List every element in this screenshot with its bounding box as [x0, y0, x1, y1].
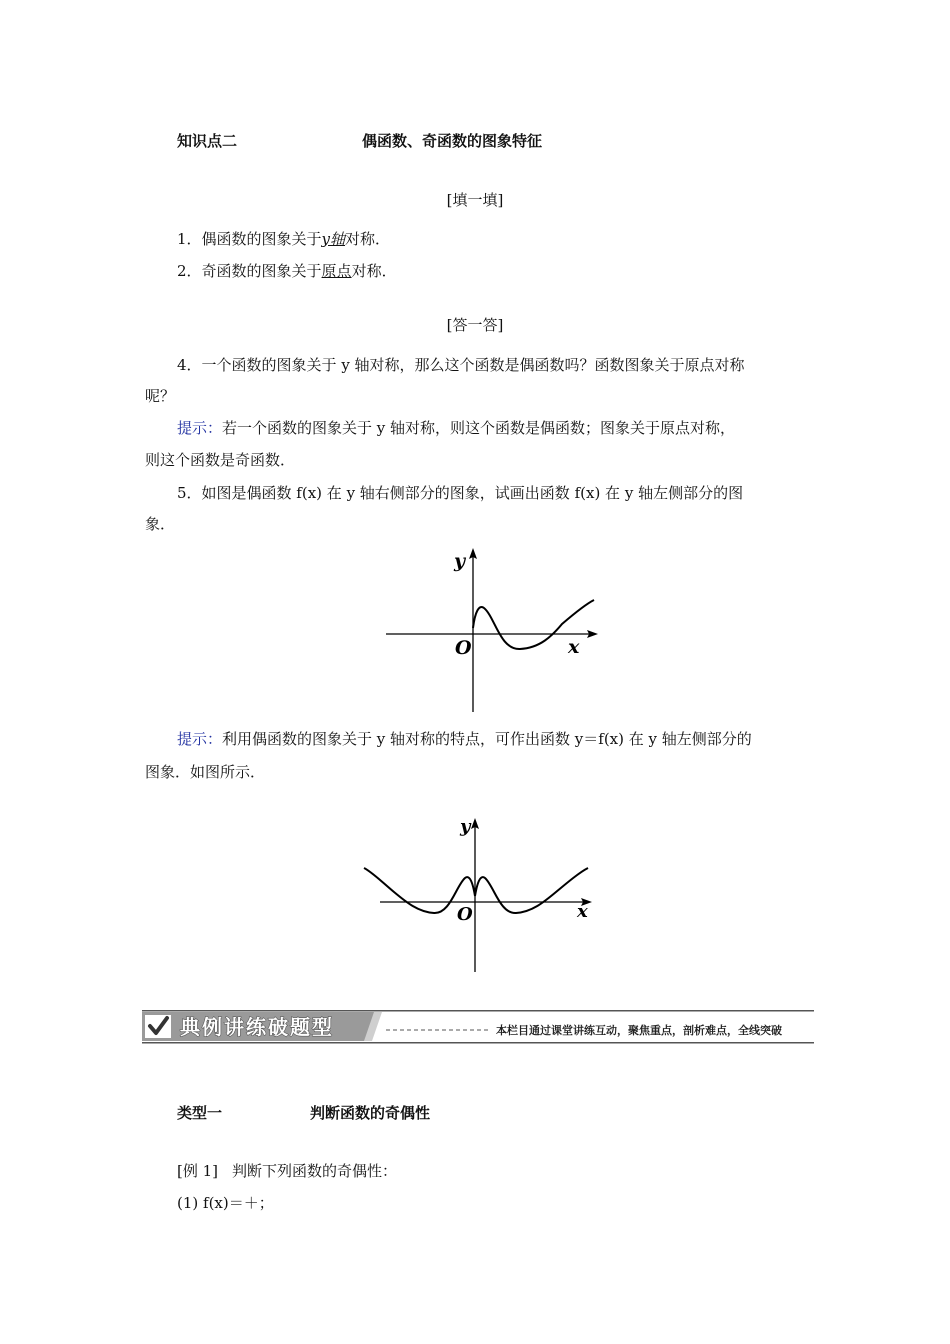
banner-top-rule: [142, 1010, 814, 1012]
section-title: 偶函数、奇函数的图象特征: [362, 132, 543, 150]
question-5-line-2: 象．: [145, 515, 176, 533]
fill-item-2-answer: 原点: [321, 262, 352, 280]
x-label: x: [568, 636, 580, 658]
figure-full-graph: [360, 812, 600, 974]
hint-4-text: 若一个函数的图象关于 y 轴对称，则这个函数是偶函数；图象关于原点对称，: [222, 419, 736, 437]
example-text: 判断下列函数的奇偶性：: [232, 1162, 398, 1180]
hint-5-line-2: 图象．如图所示．: [145, 763, 266, 781]
hint-5-line-1: [177, 729, 752, 749]
example-1-line: [177, 1161, 397, 1181]
type-label: 类型一: [177, 1104, 223, 1122]
curve-right: [475, 868, 588, 913]
question-4-line-1: 4．一个函数的图象关于 y 轴对称，那么这个函数是偶函数吗？函数图象关于原点对称: [177, 356, 745, 374]
example-1-item-1: (1) f(x)＝＋；: [177, 1194, 274, 1212]
hint-4-line-2: 则这个函数是奇函数．: [145, 451, 296, 469]
answer-heading: [答一答]: [446, 316, 504, 334]
y-label: y: [460, 816, 471, 837]
hint-label-2: 提示：: [177, 730, 223, 748]
figure-right-half-graph: [380, 542, 610, 714]
fill-item-2-prefix: 2．奇函数的图象关于: [177, 262, 322, 280]
question-5-line-1: 5．如图是偶函数 f(x) 在 y 轴右侧部分的图象，试画出函数 f(x) 在 y 轴左侧部分的图: [177, 484, 744, 502]
origin-label: O: [457, 904, 473, 925]
section-banner: [142, 1010, 814, 1044]
origin-label: O: [455, 637, 472, 659]
type-title: 判断函数的奇偶性: [310, 1104, 431, 1122]
fill-item-1: [177, 229, 390, 249]
fill-item-2-suffix: 对称．: [351, 262, 397, 280]
hint-4-line-1: [177, 418, 735, 438]
hint-label: 提示：: [177, 419, 223, 437]
banner-title: 典例讲练破题型: [180, 1015, 334, 1039]
x-label: x: [577, 901, 588, 922]
banner-bottom-rule: [142, 1042, 814, 1044]
section-label: 知识点二: [177, 132, 238, 150]
fill-item-1-prefix: 1．偶函数的图象关于: [177, 230, 322, 248]
y-label: y: [454, 550, 466, 572]
fill-item-1-suffix: 对称．: [345, 230, 391, 248]
example-label: [例 1]: [177, 1162, 219, 1180]
hint-5-text: 利用偶函数的图象关于 y 轴对称的特点，可作出函数 y＝f(x) 在 y 轴左侧部分的: [222, 730, 752, 748]
fill-heading: [填一填]: [446, 191, 504, 209]
fill-item-1-answer: y轴: [321, 230, 346, 248]
fill-item-2: [177, 261, 397, 281]
banner-description: 本栏目通过课堂讲练互动，聚焦重点，剖析难点，全线突破: [496, 1024, 782, 1037]
question-4-line-2: 呢？: [145, 387, 176, 405]
